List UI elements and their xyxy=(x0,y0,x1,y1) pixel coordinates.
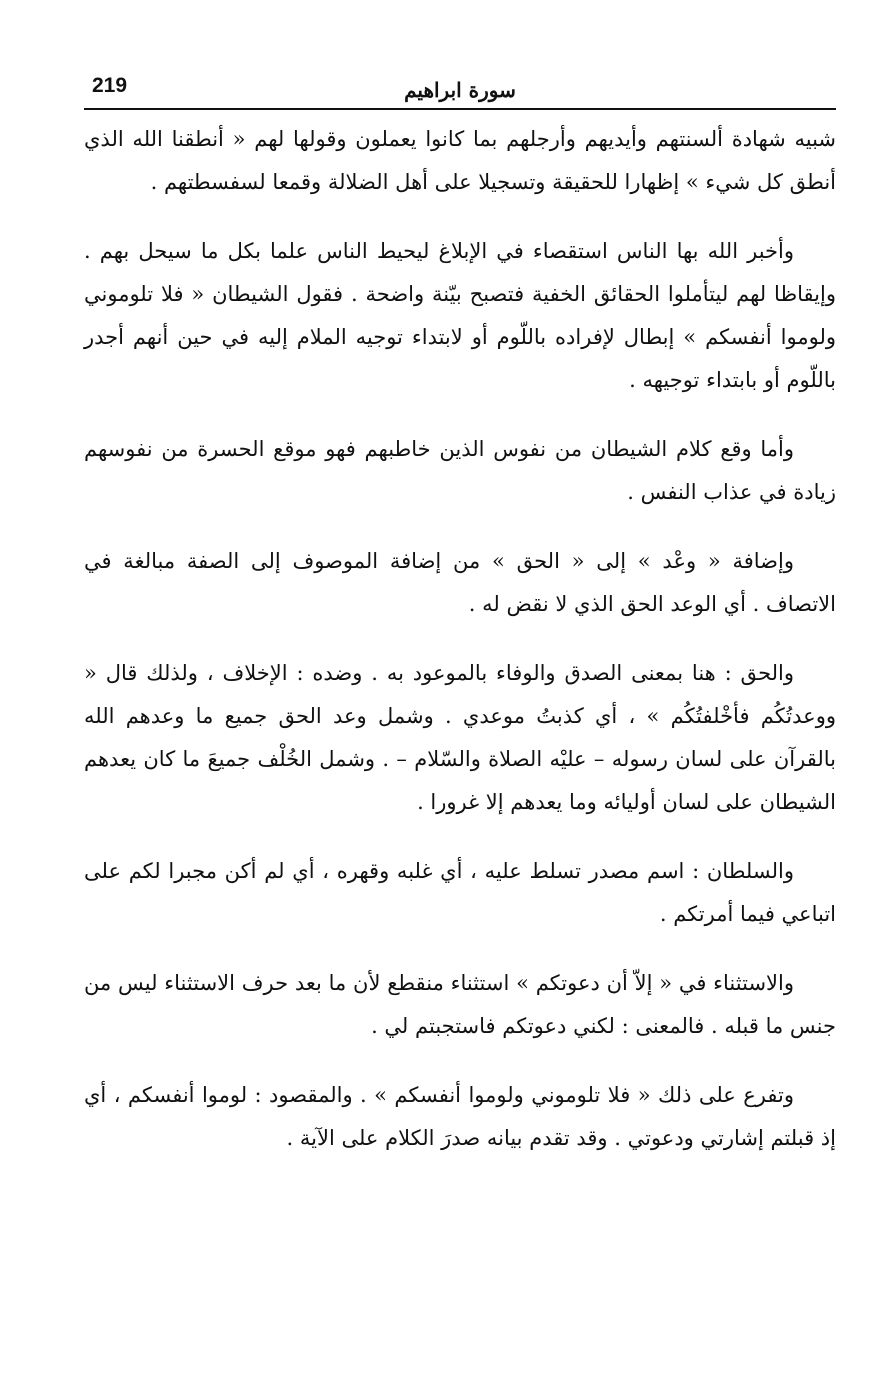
paragraph-8: وتفرع على ذلك « فلا تلوموني ولوموا أنفسكم » . والمقصود : لوموا أنفسكم ، أي إذ قبلتم إشارتي ودعوتي . وقد تقدم بيانه صدرَ الكلام على الآية . xyxy=(84,1083,836,1150)
paragraph-1: شبيه شهادة ألسنتهم وأيديهم وأرجلهم بما كانوا يعملون وقولها لهم « أنطقنا الله الذي أنطق كل شيء » إظهارا للحقيقة وتسجيلا على أهل الضلالة وقمعا لسفسطتهم . xyxy=(84,127,836,194)
paragraph-4: وإضافة « وعْد » إلى « الحق » من إضافة الموصوف إلى الصفة مبالغة في الاتصاف . أي الوعد الحق الذي لا نقض له . xyxy=(84,549,836,616)
running-title: سورة ابراهيم xyxy=(404,78,516,102)
page-header xyxy=(84,72,836,106)
page-number: 219 xyxy=(92,74,128,97)
header-rule xyxy=(84,108,836,110)
paragraph-3: وأما وقع كلام الشيطان من نفوس الذين خاطبهم فهو موقع الحسرة من نفوسهم زيادة في عذاب النفس . xyxy=(84,437,836,504)
body-text xyxy=(84,118,836,1160)
paragraph-5: والحق : هنا بمعنى الصدق والوفاء بالموعود به . وضده : الإخلاف ، ولذلك قال « ووعدتُكُم فأخْلفتُكُم » ، أي كذبتُ موعدي . وشمل وعد الحق جميع ما وعدهم الله بالقرآن على لسان رسوله – عليْه الصلاة والسّلام – . وشمل الخُلْف جميعَ ما كان يعدهم الشيطان على لسان أوليائه وما يعدهم إلا غرورا . xyxy=(84,661,836,814)
paragraph-6: والسلطان : اسم مصدر تسلط عليه ، أي غلبه وقهره ، أي لم أكن مجبرا لكم على اتباعي فيما أمرتكم . xyxy=(84,859,836,926)
paragraph-7: والاستثناء في « إلاّ أن دعوتكم » استثناء منقطع لأن ما بعد حرف الاستثناء ليس من جنس ما قبله . فالمعنى : لكني دعوتكم فاستجبتم لي . xyxy=(84,971,836,1038)
paragraph-2: وأخبر الله بها الناس استقصاء في الإبلاغ ليحيط الناس علما بكل ما سيحل بهم . وإيقاظا لهم ليتأملوا الحقائق الخفية فتصبح بيّنة واضحة . فقول الشيطان « فلا تلوموني ولوموا أنفسكم » إبطال لإفراده باللّوم أو لابتداء توجيه الملام إليه في حين أنهم أجدر باللّوم أو بابتداء توجيهه . xyxy=(84,239,836,392)
